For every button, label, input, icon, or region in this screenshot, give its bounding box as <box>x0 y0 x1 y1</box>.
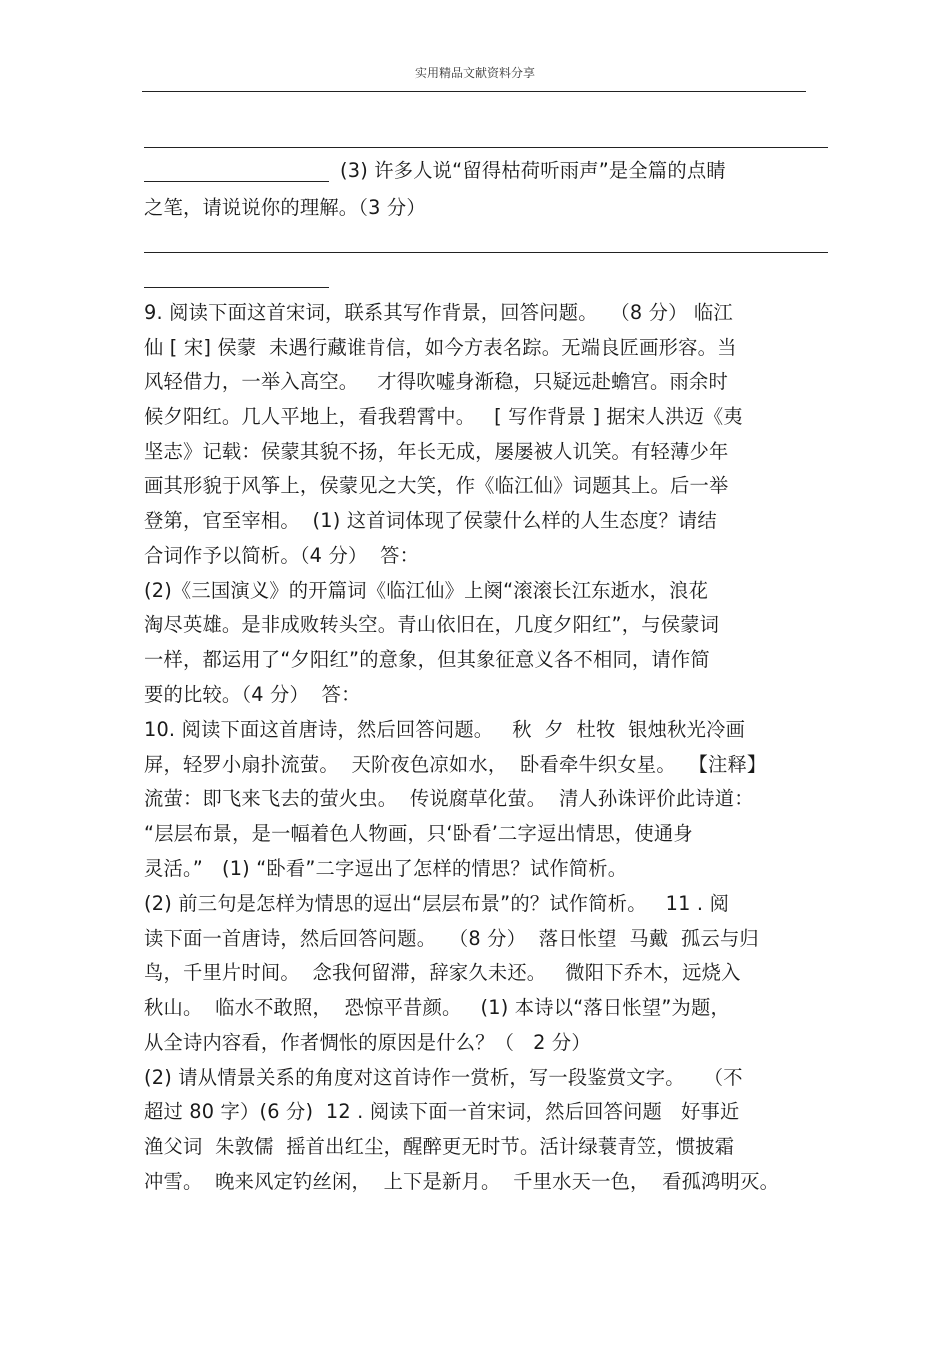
question-12-line: 超过 80 字）(6 分) 12 . 阅读下面一首宋词，然后回答问题 好事近 <box>144 1100 740 1123</box>
text-line: 之笔，请说说你的理解。（3 分） <box>144 196 426 219</box>
answer-blank-line <box>144 181 329 182</box>
text-line: 屏，轻罗小扇扑流萤。 天阶夜色凉如水， 卧看牵牛织女星。 【注释】 <box>144 753 767 776</box>
text-line: 风轻借力，一举入高空。 才得吹嘘身渐稳，只疑远赴蟾宫。雨余时 <box>144 370 728 393</box>
text-line: (3) 许多人说“留得枯荷听雨声”是全篇的点睛 <box>340 159 726 182</box>
text-line: 合词作予以简析。（4 分） 答： <box>144 544 420 567</box>
text-line: 冲雪。 晚来风定钓丝闲， 上下是新月。 千里水天一色， 看孤鸿明灭。 <box>144 1170 780 1193</box>
text-line: 坚志》记载：侯蒙其貌不扬，年长无成，屡屡被人讥笑。有轻薄少年 <box>144 440 729 463</box>
text-line: 画其形貌于风筝上，侯蒙见之大笑，作《临江仙》词题其上。后一举 <box>144 474 729 497</box>
answer-blank-line <box>144 147 828 148</box>
question-9-line: 9. 阅读下面这首宋词，联系其写作背景，回答问题。 （8 分） 临江 <box>144 301 733 324</box>
text-line: 流萤：即飞来飞去的萤火虫。 传说腐草化萤。 清人孙诛评价此诗道： <box>144 787 754 810</box>
text-line: (2) 请从情景关系的角度对这首诗作一赏析，写一段鉴赏文字。 （不 <box>144 1066 743 1089</box>
answer-blank-line <box>144 287 329 288</box>
text-line: “层层布景，是一幅着色人物画，只‘卧看’二字逗出情思，使通身 <box>144 822 693 845</box>
text-line: 鸟，千里片时间。 念我何留滞，辞家久未还。 微阳下乔木，远烧入 <box>144 961 741 984</box>
text-line: 秋山。 临水不敢照， 恐惊平昔颜。 (1) 本诗以“落日怅望”为题， <box>144 996 730 1019</box>
question-10-line: 10. 阅读下面这首唐诗，然后回答问题。 秋 夕 杜牧 银烛秋光冷画 <box>144 718 746 741</box>
text-line: 要的比较。（4 分） 答： <box>144 683 361 706</box>
text-line: 登第，官至宰相。 (1) 这首词体现了侯蒙什么样的人生态度？请结 <box>144 509 717 532</box>
text-line: 仙 [ 宋] 侯蒙 未遇行藏谁肯信，如今方表名踪。无端良匠画形容。当 <box>144 336 737 359</box>
text-line: 一样，都运用了“夕阳红”的意象，但其象征意义各不相同，请作简 <box>144 648 710 671</box>
answer-blank-line <box>144 252 828 253</box>
text-line: 灵活。” (1) “卧看”二字逗出了怎样的情思？试作简析。 <box>144 857 628 880</box>
text-line: 渔父词 朱敦儒 摇首出红尘，醒醉更无时节。活计绿蓑青笠，惯披霜 <box>144 1135 735 1158</box>
text-line: 淘尽英雄。是非成败转头空。青山依旧在，几度夕阳红”，与侯蒙词 <box>144 613 720 636</box>
question-11-line: 读下面一首唐诗，然后回答问题。 （8 分） 落日怅望 马戴 孤云与归 <box>144 927 759 950</box>
text-line: (2) 前三句是怎样为情思的逗出“层层布景”的？试作简析。 11 . 阅 <box>144 892 730 915</box>
text-line: 从全诗内容看，作者惆怅的原因是什么？（ 2 分） <box>144 1031 591 1054</box>
header-rule <box>142 91 806 92</box>
text-line: (2)《三国演义》的开篇词《临江仙》上阕“滚滚长江东逝水，浪花 <box>144 579 709 602</box>
text-line: 候夕阳红。几人平地上，看我碧霄中。 [ 写作背景 ] 据宋人洪迈《夷 <box>144 405 743 428</box>
page-header: 实用精品文献资料分享 <box>414 66 535 80</box>
